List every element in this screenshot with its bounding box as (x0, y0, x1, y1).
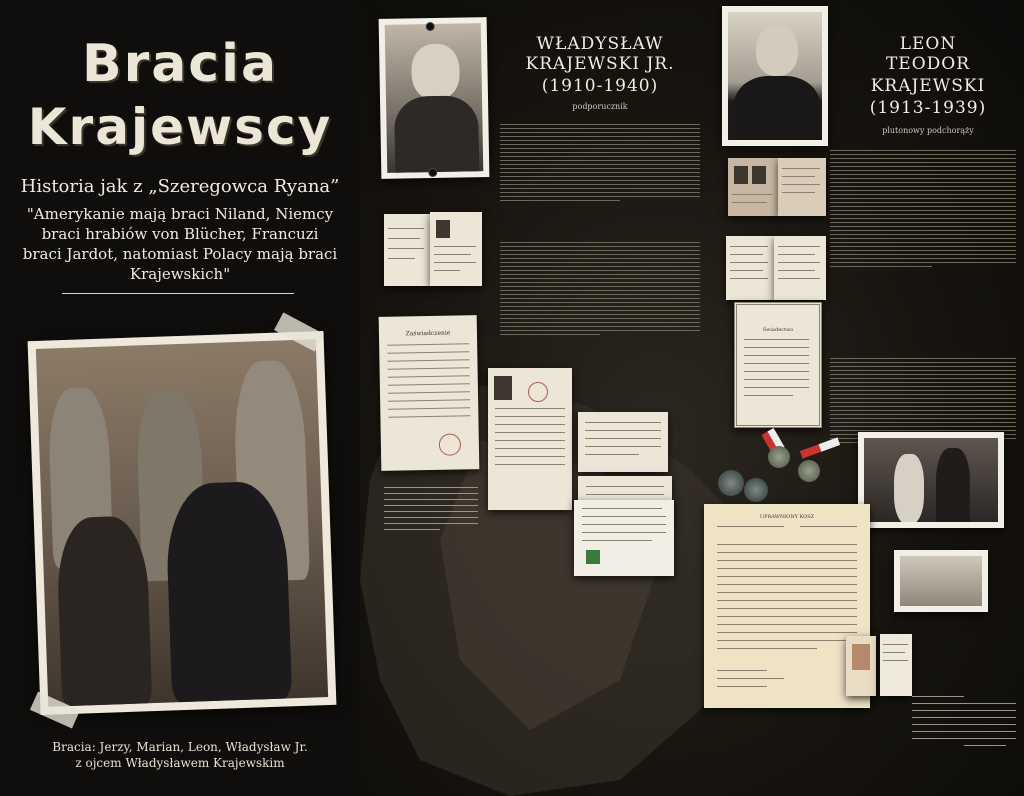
pin-icon (428, 168, 437, 177)
military-document (488, 368, 572, 510)
wladyslaw-years: (1910-1940) (541, 76, 659, 96)
leon-bio-polish (830, 148, 1016, 340)
dog-tag-icon (744, 478, 768, 502)
medal-icon (768, 446, 790, 468)
wladyslaw-bio-english (500, 240, 700, 358)
wladyslaw-portrait (379, 17, 490, 179)
id-booklet-left (384, 214, 430, 286)
handwritten-letter-leon (912, 690, 1016, 786)
typed-document (578, 412, 668, 472)
medal-icon (798, 460, 820, 482)
wladyslaw-rank: podporucznik (572, 102, 628, 111)
wladyslaw-name-line-1: WŁADYSŁAW (536, 34, 664, 54)
person-figure (165, 480, 293, 704)
photo-caption-line-2: z ojcem Władysławem Krajewskim (75, 756, 285, 770)
certificate-title: Zaświadczenie (405, 329, 451, 338)
photo-caption-line-1: Bracia: Jerzy, Marian, Leon, Władysław Jr. (52, 740, 308, 754)
prayer-card (846, 636, 876, 696)
leon-portrait (722, 6, 828, 146)
divider (62, 293, 294, 294)
wladyslaw-certificate (379, 315, 480, 471)
subtitle: Historia jak z „Szeregowca Ryana” (20, 176, 340, 197)
wladyslaw-name-line-2: KRAJEWSKI JR. (525, 54, 675, 74)
diploma-title: Świadectwo (762, 327, 794, 333)
leon-years: (1913-1939) (869, 98, 987, 118)
family-photo (28, 331, 337, 715)
letter-heading: UPRAWNIONY KOSZ (759, 514, 815, 520)
booklet-page (726, 236, 774, 300)
leon-name-line-1: LEON (899, 34, 957, 54)
wladyslaw-bio-polish (500, 122, 700, 222)
booklet-page (774, 236, 826, 300)
prayer-card (880, 634, 912, 696)
quote: "Amerykanie mają braci Niland, Niemcy braci hrabiów von Blücher, Francuzi braci Jardot, natomiast Polacy mają braci Krajewskich" (22, 205, 338, 283)
leon-rank: plutonowy podchorąży (882, 126, 974, 135)
id-card-left (728, 158, 778, 216)
title-line-1: Bracia (81, 34, 279, 94)
leon-diploma (734, 302, 822, 428)
handwritten-letter (574, 500, 674, 576)
church-photo (894, 550, 988, 612)
wedding-photo (858, 432, 1004, 528)
id-booklet-right (430, 212, 482, 286)
dog-tag-icon (718, 470, 744, 496)
leon-name-line-2: TEODOR (885, 54, 971, 74)
title-line-2: Krajewscy (27, 98, 333, 156)
handwritten-note (384, 484, 478, 574)
leon-name-line-3: KRAJEWSKI (870, 76, 986, 96)
id-card-right (778, 158, 826, 216)
person-figure (56, 515, 153, 707)
